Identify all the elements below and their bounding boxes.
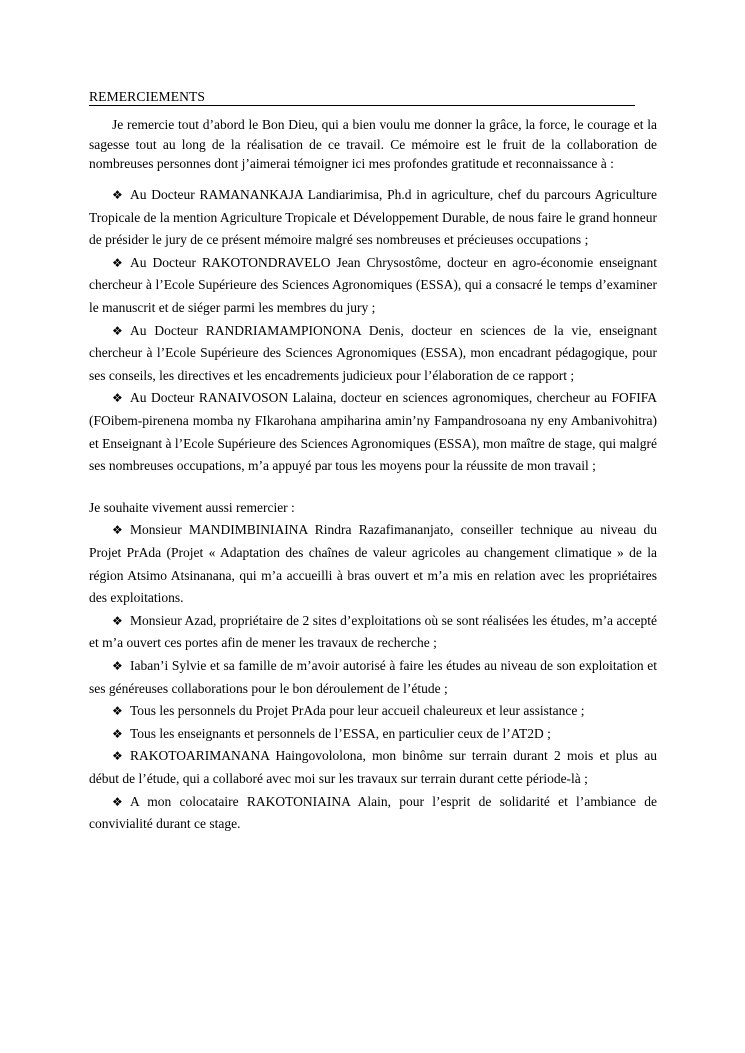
diamond-bullet-icon: ❖ <box>112 255 123 270</box>
diamond-bullet-icon: ❖ <box>112 323 123 338</box>
diamond-bullet-icon: ❖ <box>112 749 123 764</box>
diamond-bullet-icon: ❖ <box>112 726 123 741</box>
list-item-text: Monsieur MANDIMBINIAINA Rindra Razafimananjato, conseiller technique au niveau du Projet PrAda (Projet « Adaptation des chaînes de valeur agricoles au changement climatique » de la région Atsimo Atsinanana, qui m’a accueilli à bras ouvert et m’a mis en relation avec les propriétaires des exploitations. <box>89 522 657 606</box>
list-item-text: Tous les personnels du Projet PrAda pour leur accueil chaleureux et leur assistance ; <box>130 703 585 719</box>
document-page <box>89 89 657 836</box>
diamond-bullet-icon: ❖ <box>112 391 123 406</box>
acknowledgement-list-others <box>89 519 657 835</box>
intro-paragraph: Je remercie tout d’abord le Bon Dieu, qui a bien voulu me donner la grâce, la force, le courage et la sagesse tout au long de la réalisation de ce travail. Ce mémoire est le fruit de la collaboration de nombreuses personnes dont j’aimerai témoigner ici mes profondes gratitude et reconnaissance à : <box>89 117 657 172</box>
list-item <box>89 252 657 320</box>
list-item-text: Monsieur Azad, propriétaire de 2 sites d’exploitations où se sont réalisées les études, m’a accepté et m’a ouvert ces portes afin de mener les travaux de recherche ; <box>89 612 657 651</box>
diamond-bullet-icon: ❖ <box>112 188 123 203</box>
acknowledgement-list-jury <box>89 184 657 478</box>
list-item <box>89 700 657 723</box>
list-item <box>89 745 657 790</box>
list-item-text: Iaban’i Sylvie et sa famille de m’avoir autorisé à faire les études au niveau de son exploitation et ses généreuses collaborations pour le bon déroulement de l’étude ; <box>89 657 657 696</box>
diamond-bullet-icon: ❖ <box>112 523 123 538</box>
list-item <box>89 791 657 836</box>
list-item <box>89 184 657 252</box>
list-item <box>89 320 657 388</box>
list-item-text: RAKOTOARIMANANA Haingovololona, mon binôme sur terrain durant 2 mois et plus au début de l’étude, qui a collaboré avec moi sur les travaux sur terrain durant cette période-là ; <box>89 748 657 786</box>
list-item-text: Au Docteur RANAIVOSON Lalaina, docteur en sciences agronomiques, chercheur au FOFIFA (FOibem-pirenena momba ny FIkarohana ampiharina amin’ny Fampandrosoana ny eny Ambanivohitra) et Enseignant à l’Ecole Supérieure des Sciences Agronomiques (ESSA), mon maître de stage, qui malgré ses nombreuses occupations, m’a appuyé par tous les moyens pour la réussite de mon travail ; <box>89 390 657 474</box>
list-item <box>89 723 657 746</box>
list-item <box>89 387 657 477</box>
list-item-text: Au Docteur RAMANANKAJA Landiarimisa, Ph.d in agriculture, chef du parcours Agriculture Tropicale de la mention Agriculture Tropicale et Développement Durable, de nous faire le grand honneur de présider le jury de ce présent mémoire malgré ses nombreuses et précieuses occupations ; <box>89 187 657 248</box>
list-item-text: Au Docteur RAKOTONDRAVELO Jean Chrysostôme, docteur en agro-économie enseignant chercheur à l’Ecole Supérieure des Sciences Agronomiques (ESSA), qui a consacré le temps d’examiner le manuscrit et de siéger parmi les membres du jury ; <box>89 254 657 316</box>
diamond-bullet-icon: ❖ <box>112 658 123 673</box>
list-item <box>89 655 657 700</box>
list-item-text: Au Docteur RANDRIAMAMPIONONA Denis, docteur en sciences de la vie, enseignant chercheur à l’Ecole Supérieure des Sciences Agronomiques (ESSA), mon encadrant pédagogique, pour ses conseils, les directives et les encadrements judicieux pour l’élaboration de ce rapport ; <box>89 322 657 383</box>
diamond-bullet-icon: ❖ <box>112 613 123 628</box>
diamond-bullet-icon: ❖ <box>112 704 123 719</box>
list-item <box>89 610 657 655</box>
section-title: REMERCIEMENTS <box>89 89 635 106</box>
list-item-text: Tous les enseignants et personnels de l’ESSA, en particulier ceux de l’AT2D ; <box>130 725 551 741</box>
list-item-text: A mon colocataire RAKOTONIAINA Alain, pour l’esprit de solidarité et l’ambiance de convivialité durant ce stage. <box>89 793 657 832</box>
list-item <box>89 519 657 609</box>
subheading: Je souhaite vivement aussi remercier : <box>89 499 295 515</box>
diamond-bullet-icon: ❖ <box>112 794 123 809</box>
